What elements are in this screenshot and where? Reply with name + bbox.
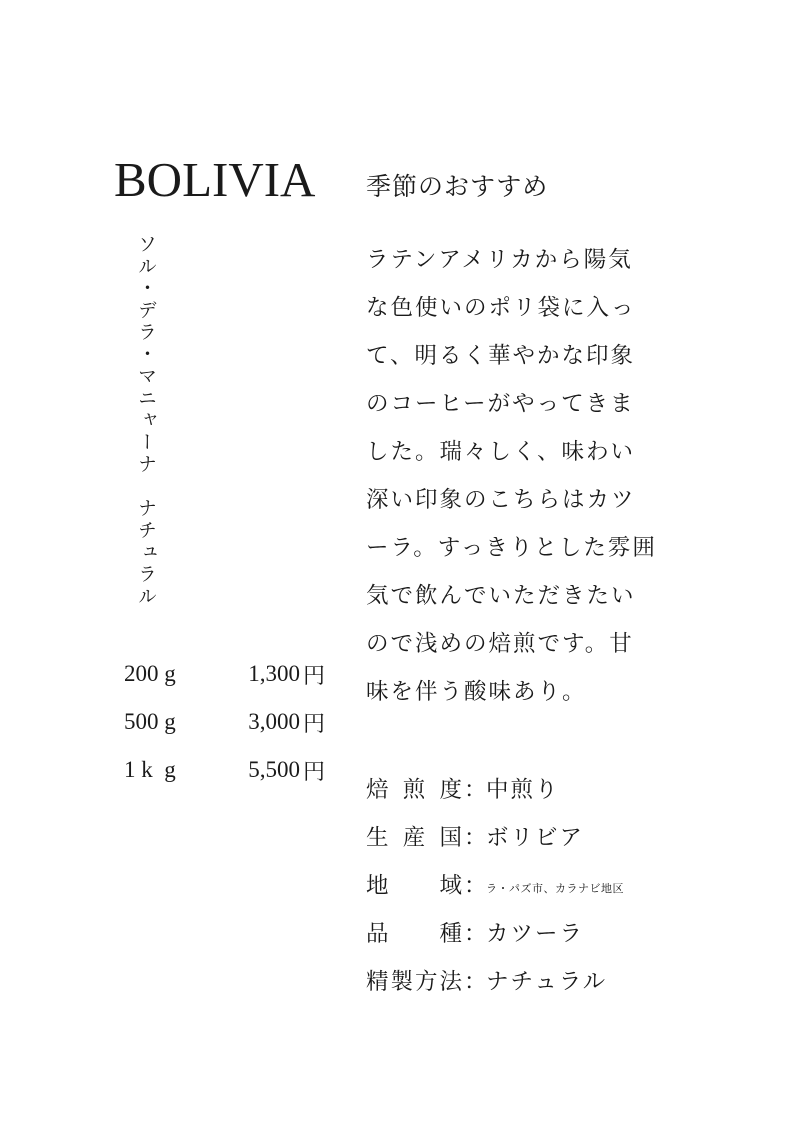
spec-roast-level xyxy=(366,764,624,812)
description-line: 深い印象のこちらはカツ xyxy=(366,487,636,513)
spec-value: ボリビア xyxy=(486,825,585,851)
price-row xyxy=(124,698,325,746)
spec-colon: ： xyxy=(464,777,489,803)
spec-origin-country xyxy=(366,812,624,860)
country-title: BOLIVIA xyxy=(114,152,316,207)
description-line: した。瑞々しく、味わい xyxy=(366,439,636,465)
spec-label-char: 国 xyxy=(439,825,464,851)
spec-colon: ： xyxy=(464,921,489,947)
price-unit: 円 xyxy=(303,759,326,785)
price-amount: 3,000 xyxy=(248,709,300,734)
spec-region xyxy=(366,860,624,908)
spec-label xyxy=(366,820,464,852)
spec-label-char: 焙 xyxy=(366,777,391,803)
spec-value: ナチュラル xyxy=(486,969,608,995)
price-row xyxy=(124,746,325,794)
spec-label-char: 精製方法 xyxy=(366,969,465,995)
description-line: のコーヒーがやってきま xyxy=(366,391,635,417)
description xyxy=(366,236,666,716)
spec-value: 中煎り xyxy=(486,777,560,803)
spec-label-char: 生 xyxy=(366,825,391,851)
description-line: ーラ。すっきりとした雰囲 xyxy=(366,535,657,561)
description-line: 気で飲んでいただきたい xyxy=(366,583,636,609)
spec-colon: ： xyxy=(464,825,489,851)
spec-label-char: 度 xyxy=(439,777,464,803)
spec-value: ラ・パズ市、カラナビ地区 xyxy=(486,882,624,895)
price-weight: 1 k g xyxy=(124,757,176,782)
description-line: ラテンアメリカから陽気 xyxy=(366,247,633,273)
price-list xyxy=(124,650,325,794)
price-weight: 500 g xyxy=(124,709,176,734)
price-amount: 5,500 xyxy=(248,757,300,782)
spec-list xyxy=(366,764,624,1004)
price-amount: 1,300 xyxy=(248,661,300,686)
spec-label-char: 域 xyxy=(439,873,464,899)
spec-colon: ： xyxy=(464,969,489,995)
spec-label-char: 地 xyxy=(366,873,391,899)
price-row xyxy=(124,650,325,698)
spec-label xyxy=(366,772,464,804)
price-weight: 200 g xyxy=(124,661,176,686)
subtitle: 季節のおすすめ xyxy=(366,172,549,201)
spec-label-char: 煎 xyxy=(402,777,428,803)
spec-label xyxy=(366,964,464,996)
description-line: 味を伴う酸味あり。 xyxy=(366,679,587,705)
spec-colon: ： xyxy=(464,873,489,899)
price-unit: 円 xyxy=(303,663,326,689)
spec-label-char: 種 xyxy=(439,921,464,947)
product-name-vertical: ソル・デラ・マニャーナ ナチュラル xyxy=(135,234,157,608)
description-line: な色使いのポリ袋に入っ xyxy=(366,295,636,321)
spec-variety xyxy=(366,908,624,956)
spec-value: カツーラ xyxy=(486,921,585,947)
description-line: ので浅めの焙煎です。甘 xyxy=(366,631,634,657)
spec-process xyxy=(366,956,624,1004)
spec-label-char: 品 xyxy=(366,921,391,947)
description-line: て、明るく華やかな印象 xyxy=(366,343,636,369)
spec-label xyxy=(366,916,464,948)
price-unit: 円 xyxy=(303,711,326,737)
spec-label-char: 産 xyxy=(402,825,428,851)
spec-label xyxy=(366,868,464,900)
